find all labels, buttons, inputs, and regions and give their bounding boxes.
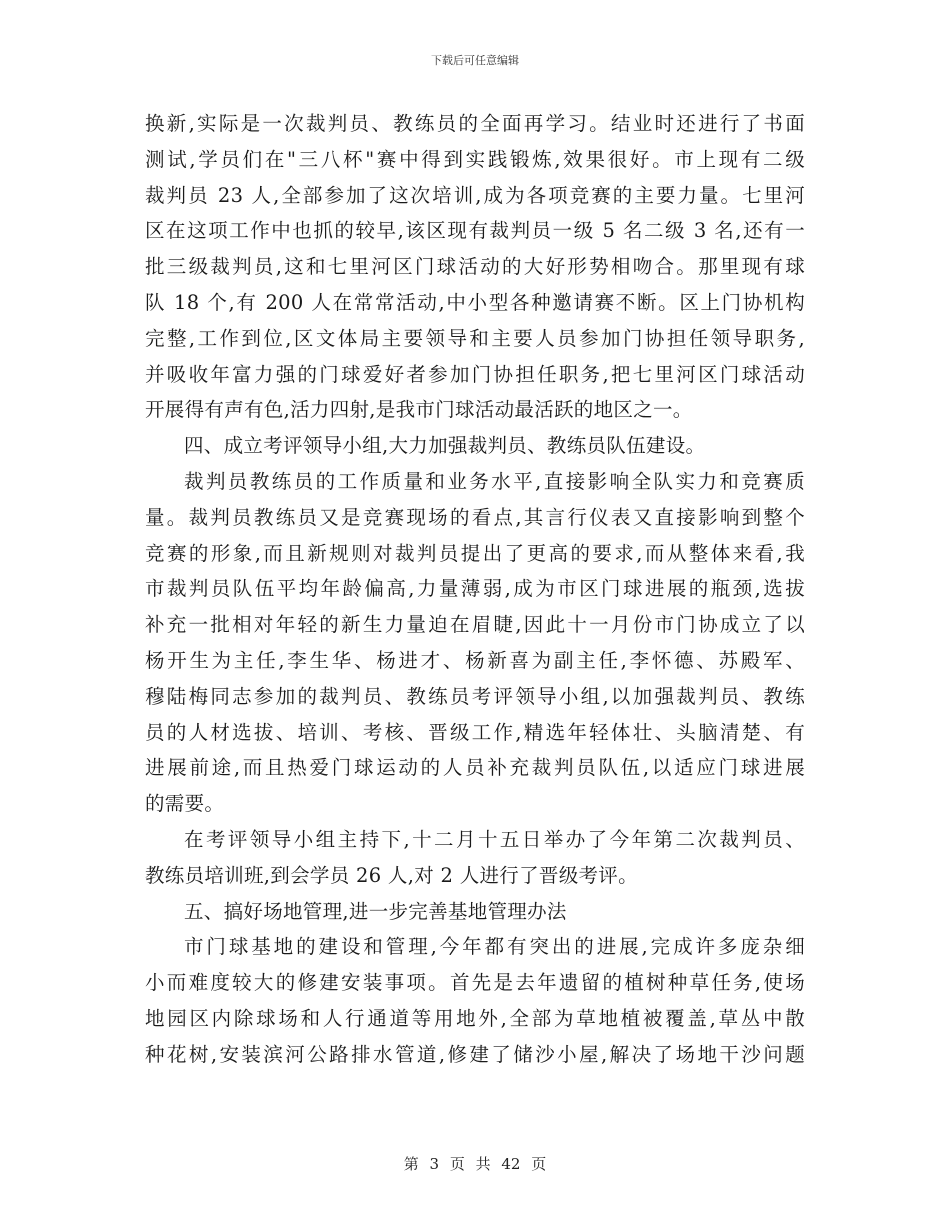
text-line: 进展前途,而且热爱门球运动的人员补充裁判员队伍,以适应门球进展 [145, 756, 805, 780]
text-line: 完整,工作到位,区文体局主要领导和主要人员参加门协担任领导职务, [145, 326, 805, 350]
text-line: 种花树,安装滨河公路排水管道,修建了储沙小屋,解决了场地干沙问题 [145, 1042, 805, 1066]
text-line: 市门球基地的建设和管理,今年都有突出的进展,完成许多庞杂细 [184, 935, 805, 959]
text-line: 在考评领导小组主持下,十二月十五日举办了今年第二次裁判员、 [184, 827, 805, 851]
text-line: 区在这项工作中也抓的较早,该区现有裁判员一级 5 名二级 3 名,还有一 [145, 219, 805, 243]
text-line: 测试,学员们在"三八杯"赛中得到实践锻炼,效果很好。市上现有二级 [145, 147, 805, 171]
text-line: 杨开生为主任,李生华、杨进才、杨新喜为副主任,李怀德、苏殿军、 [145, 648, 805, 672]
text-line: 批三级裁判员,这和七里河区门球活动的大好形势相吻合。那里现有球 [145, 255, 805, 279]
text-line: 并吸收年富力强的门球爱好者参加门协担任职务,把七里河区门球活动 [145, 362, 805, 386]
text-line: 竞赛的形象,而且新规则对裁判员提出了更高的要求,而从整体来看,我 [145, 541, 805, 565]
text-line: 五、搞好场地管理,进一步完善基地管理办法 [184, 899, 567, 923]
text-line: 开展得有声有色,活力四射,是我市门球活动最活跃的地区之一。 [145, 398, 693, 422]
text-line: 教练员培训班,到会学员 26 人,对 2 人进行了晋级考评。 [145, 863, 638, 887]
text-line: 四、成立考评领导小组,大力加强裁判员、教练员队伍建设。 [184, 434, 706, 458]
text-line: 地园区内除球场和人行通道等用地外,全部为草地植被覆盖,草丛中散 [145, 1006, 805, 1030]
body-text [145, 106, 805, 1073]
text-line: 补充一批相对年轻的新生力量迫在眉睫,因此十一月份市门协成立了以 [145, 613, 805, 637]
text-line: 小而难度较大的修建安装事项。首先是去年遗留的植树种草任务,使场 [145, 971, 805, 995]
text-line: 市裁判员队伍平均年龄偏高,力量薄弱,成为市区门球进展的瓶颈,选拔 [145, 577, 805, 601]
text-line: 穆陆梅同志参加的裁判员、教练员考评领导小组,以加强裁判员、教练 [145, 684, 805, 708]
text-line: 的需要。 [145, 792, 225, 816]
text-line: 裁判员教练员的工作质量和业务水平,直接影响全队实力和竞赛质 [184, 469, 805, 493]
text-line: 队 18 个,有 200 人在常常活动,中小型各种邀请赛不断。区上门协机构 [145, 290, 805, 314]
text-line: 量。裁判员教练员又是竞赛现场的看点,其言行仪表又直接影响到整个 [145, 505, 805, 529]
text-line: 裁判员 23 人,全部参加了这次培训,成为各项竞赛的主要力量。七里河 [145, 183, 805, 207]
page-header: 下载后可任意编辑 [431, 54, 519, 67]
text-line: 员的人材选拔、培训、考核、晋级工作,精选年轻体壮、头脑清楚、有 [145, 720, 805, 744]
text-line: 换新,实际是一次裁判员、教练员的全面再学习。结业时还进行了书面 [145, 112, 805, 135]
page-footer: 第 3 页 共 42 页 [403, 1155, 547, 1173]
